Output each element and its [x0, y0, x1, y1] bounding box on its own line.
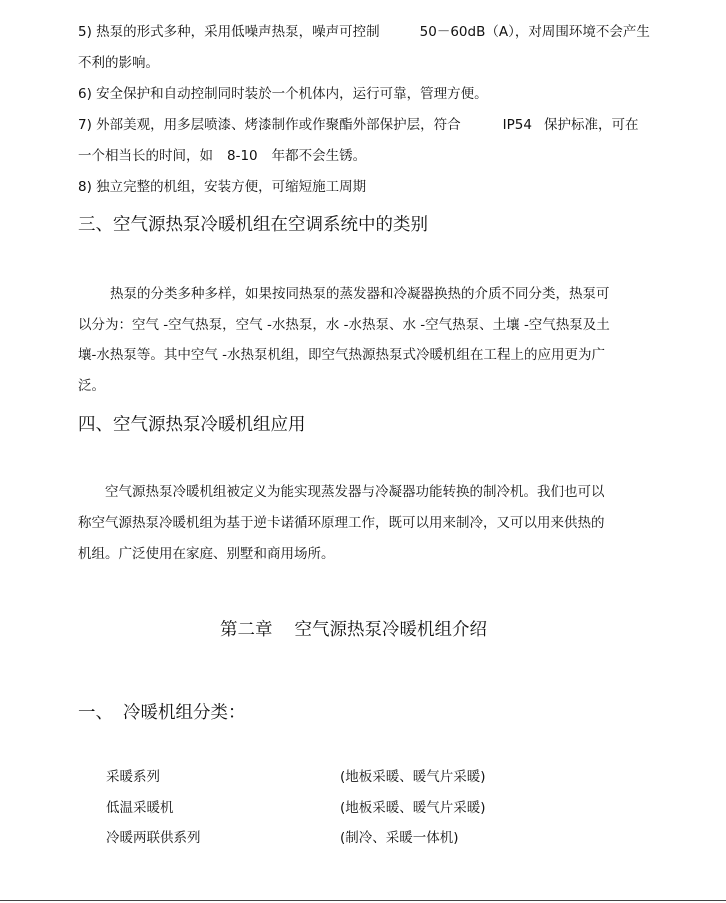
chapter-2-number: 第二章: [220, 620, 273, 640]
section-3-paragraph-line-1: 热泵的分类多种多样，如果按同热泵的蒸发器和冷凝器换热的介质不同分类，热泵可: [110, 286, 610, 302]
item-6: 6) 安全保护和自动控制同时装於一个机体内，运行可靠，管理方便。: [78, 86, 488, 102]
item-7-line-1: [78, 116, 638, 134]
item-5-text: 5) 热泵的形式多种，采用低噪声热泵，噪声可控制: [78, 24, 380, 40]
item-7-text-3: 年都不会生锈。: [271, 148, 367, 164]
category-name: 低温采暖机: [106, 800, 174, 816]
item-5-line-2: 不利的影响。: [78, 55, 159, 71]
section-1-number: 一、: [78, 703, 113, 723]
section-1-title: 冷暖机组分类：: [123, 703, 246, 723]
section-4-paragraph-line-1: 空气源热泵冷暖机组被定义为能实现蒸发器与冷凝器功能转换的制冷机。我们也可以: [105, 484, 605, 500]
item-7-ip-rating: IP54: [502, 117, 532, 133]
section-4-heading: 四、空气源热泵冷暖机组应用: [78, 415, 306, 435]
section-3-paragraph-line-4: 泛。: [78, 378, 105, 394]
item-5-noise-range: 50－60dB（A），对周围环境不会产生: [419, 24, 650, 40]
section-3-paragraph-line-3: 壤-水热泵等。其中空气 -水热泵机组，即空气热源热泵式冷暖机组在工程上的应用更为广: [78, 347, 606, 363]
category-name: 冷暖两联供系列: [106, 830, 201, 846]
item-7-text-2: 一个相当长的时间，如: [78, 148, 213, 164]
chapter-2-name: 空气源热泵冷暖机组介绍: [294, 620, 487, 640]
category-name: 采暖系列: [106, 769, 160, 785]
item-7-line-2: [78, 147, 366, 165]
category-desc: (地板采暖、暖气片采暖): [340, 800, 486, 816]
category-desc: (制冷、采暖一体机): [340, 830, 459, 846]
section-3-heading: 三、空气源热泵冷暖机组在空调系统中的类别: [78, 215, 428, 235]
section-4-paragraph-line-2: 称空气源热泵冷暖机组为基于逆卡诺循环原理工作，既可以用来制冷，又可以用来供热的: [78, 515, 605, 531]
page-bottom-divider: [0, 900, 726, 901]
section-3-paragraph-line-2: 以分为：空气 -空气热泵，空气 -水热泵，水 -水热泵、水 -空气热泵、土壤 -空气热泵及土: [78, 317, 610, 333]
item-7-text: 7) 外部美观，用多层喷漆、烤漆制作或作聚酯外部保护层，符合: [78, 117, 461, 133]
category-desc: (地板采暖、暖气片采暖): [340, 769, 486, 785]
chapter-2-title: [220, 619, 487, 641]
section-4-paragraph-line-3: 机组。广泛使用在家庭、别墅和商用场所。: [78, 546, 335, 562]
item-8: 8) 独立完整的机组，安装方便，可缩短施工周期: [78, 179, 367, 195]
item-7-years: 8-10: [227, 148, 258, 164]
item-5-line-1: [78, 23, 650, 41]
item-7-text-end: 保护标准，可在: [543, 117, 639, 133]
section-1-heading: [78, 702, 246, 724]
